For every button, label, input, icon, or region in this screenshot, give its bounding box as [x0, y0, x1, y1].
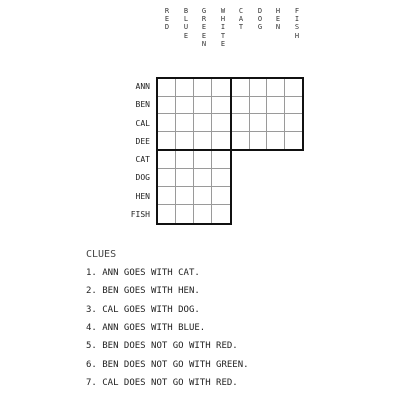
clue-item: 4. ANN GOES WITH BLUE.: [86, 322, 206, 333]
column-header-cat: C A T: [238, 7, 244, 32]
grid-cell-cal-fish[interactable]: [285, 114, 303, 132]
grid-cell-fish-green[interactable]: [194, 205, 212, 223]
row-header-cal: CAL: [135, 118, 150, 128]
grid-cell-dog-red[interactable]: [158, 169, 176, 187]
column-header-blue: B L U E: [183, 7, 189, 40]
row-header-fish: FISH: [130, 209, 150, 219]
column-header-red: R E D: [164, 7, 170, 32]
row-header-ben: BEN: [135, 100, 150, 110]
grid-cell-ann-red[interactable]: [158, 79, 176, 97]
grid-cell-ben-green[interactable]: [194, 97, 212, 115]
grid-cell-ben-dog[interactable]: [250, 97, 268, 115]
grid-cell-dog-green[interactable]: [194, 169, 212, 187]
grid-cell-hen-white[interactable]: [212, 187, 230, 205]
grid-cell-cal-red[interactable]: [158, 114, 176, 132]
grid-cell-cat-white[interactable]: [212, 151, 230, 169]
grid-cell-cal-white[interactable]: [212, 114, 230, 132]
grid-cell-cat-green[interactable]: [194, 151, 212, 169]
grid-cell-fish-blue[interactable]: [176, 205, 194, 223]
grid-cell-ben-red[interactable]: [158, 97, 176, 115]
grid-cell-ann-cat[interactable]: [232, 79, 250, 97]
clue-item: 3. CAL GOES WITH DOG.: [86, 304, 200, 315]
column-header-dog: D O G: [257, 7, 263, 32]
grid-cell-dee-dog[interactable]: [250, 132, 268, 150]
grid-cell-hen-green[interactable]: [194, 187, 212, 205]
grid-cell-dee-fish[interactable]: [285, 132, 303, 150]
grid-people-animals: [230, 77, 304, 151]
grid-cell-ben-white[interactable]: [212, 97, 230, 115]
clue-item: 7. CAL DOES NOT GO WITH RED.: [86, 377, 238, 388]
row-header-cat: CAT: [135, 155, 150, 164]
grid-cell-dog-white[interactable]: [212, 169, 230, 187]
grid-cell-cal-cat[interactable]: [232, 114, 250, 132]
clue-item: 2. BEN GOES WITH HEN.: [86, 286, 200, 297]
grid-cell-ann-blue[interactable]: [176, 79, 194, 97]
grid-cell-cal-blue[interactable]: [176, 114, 194, 132]
grid-cell-dee-green[interactable]: [194, 132, 212, 150]
column-header-green: G R E E N: [201, 7, 207, 48]
grid-cell-hen-red[interactable]: [158, 187, 176, 205]
grid-cell-ann-fish[interactable]: [285, 79, 303, 97]
grid-cell-cat-blue[interactable]: [176, 151, 194, 169]
grid-cell-ann-green[interactable]: [194, 79, 212, 97]
grid-cell-dee-red[interactable]: [158, 132, 176, 150]
row-header-hen: HEN: [135, 191, 150, 201]
grid-animals-colors: [156, 149, 232, 225]
grid-cell-dee-cat[interactable]: [232, 132, 250, 150]
column-header-white: W H I T E: [220, 7, 226, 48]
grid-cell-cal-green[interactable]: [194, 114, 212, 132]
grid-cell-dee-blue[interactable]: [176, 132, 194, 150]
row-header-dog: DOG: [135, 173, 150, 183]
row-header-ann: ANN: [135, 82, 150, 91]
row-header-dee: DEE: [135, 136, 150, 146]
column-header-hen: H E N: [275, 7, 281, 32]
clue-item: 1. ANN GOES WITH CAT.: [86, 268, 200, 278]
grid-cell-ann-dog[interactable]: [250, 79, 268, 97]
grid-cell-cal-hen[interactable]: [267, 114, 285, 132]
clue-item: 5. BEN DOES NOT GO WITH RED.: [86, 341, 238, 352]
clues-title: CLUES: [86, 249, 117, 260]
grid-cell-hen-blue[interactable]: [176, 187, 194, 205]
grid-cell-dee-hen[interactable]: [267, 132, 285, 150]
grid-cell-fish-red[interactable]: [158, 205, 176, 223]
grid-cell-ben-hen[interactable]: [267, 97, 285, 115]
grid-cell-ann-white[interactable]: [212, 79, 230, 97]
grid-cell-dee-white[interactable]: [212, 132, 230, 150]
grid-cell-dog-blue[interactable]: [176, 169, 194, 187]
grid-cell-cal-dog[interactable]: [250, 114, 268, 132]
grid-cell-fish-white[interactable]: [212, 205, 230, 223]
grid-cell-ann-hen[interactable]: [267, 79, 285, 97]
grid-people-colors: [156, 77, 232, 151]
column-header-fish: F I S H: [294, 7, 300, 40]
clue-item: 6. BEN DOES NOT GO WITH GREEN.: [86, 359, 249, 370]
grid-cell-ben-cat[interactable]: [232, 97, 250, 115]
grid-cell-ben-fish[interactable]: [285, 97, 303, 115]
grid-cell-cat-red[interactable]: [158, 151, 176, 169]
grid-cell-ben-blue[interactable]: [176, 97, 194, 115]
